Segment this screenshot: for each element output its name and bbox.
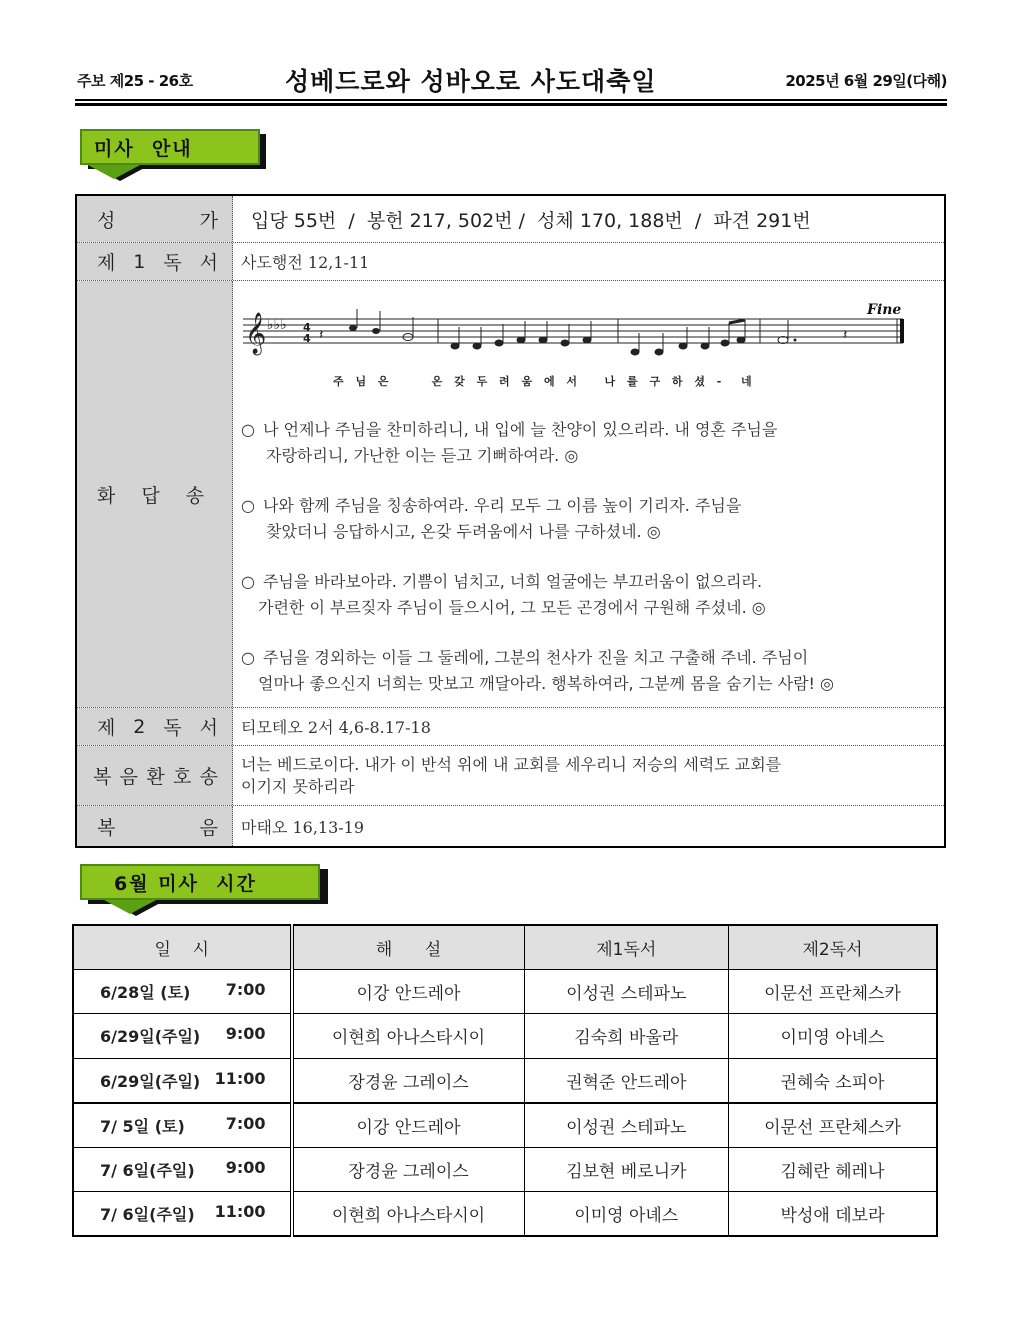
col-datetime: 일 시 <box>73 925 292 969</box>
label-gospel: 복 음 <box>77 806 233 846</box>
score-lyrics: 주 님 은 온 갖 두 려 움 에 서 나 를 구 하 셨 - 네 <box>333 375 756 388</box>
row-gospel <box>77 806 944 846</box>
table-row: 6/28일 (토) 7:00 이강 안드레아 이성권 스테파노 이문선 프란체스카 <box>73 969 937 1014</box>
gospel-acclamation-text: 너는 베드로이다. 내가 이 반석 위에 내 교회를 세우리니 저승의 세력도 교회를 이기지 못하리라 <box>241 754 782 796</box>
mass-guide-banner-label: 미사 안내 <box>94 137 193 160</box>
col-commentary: 해 설 <box>292 925 525 969</box>
table-header-row <box>73 925 937 969</box>
svg-text:♭♭♭: ♭♭♭ <box>267 317 287 333</box>
header-divider-thick <box>75 103 947 106</box>
svg-text:Fine: Fine <box>867 302 902 318</box>
second-reading-ref: 티모테오 2서 4,6-8.17-18 <box>241 718 431 737</box>
label-hymns: 성 가 <box>77 196 233 242</box>
table-row: 7/ 6일(주일) 9:00 장경윤 그레이스 김보현 베로니카 김혜란 헤레나 <box>73 1147 937 1192</box>
label-second-reading: 제 2 독 서 <box>77 708 233 745</box>
schedule-banner-label: 6월 미사 시간 <box>114 872 257 895</box>
hymn-numbers: 입당 55번 / 봉헌 217, 502번 / 성체 170, 188번 / 파견 291번 <box>251 209 811 232</box>
psalm-verse: ○ 나 언제나 주님을 찬미하리니, 내 입에 늘 찬양이 있으리라. 내 영혼 주님을 자랑하리니, 가난한 이는 듣고 기뻐하여라. ◎ <box>241 420 778 465</box>
label-first-reading: 제 1 독 서 <box>77 243 233 280</box>
schedule-banner <box>80 864 330 916</box>
svg-text:4: 4 <box>303 321 311 334</box>
psalm-verses <box>241 417 921 721</box>
psalm-verse: ○ 주님을 바라보아라. 기쁨이 넘치고, 너희 얼굴에는 부끄러움이 없으리라. 가련한 이 부르짖자 주님이 들으시어, 그 모든 곤경에서 구원해 주셨네. ◎ <box>241 572 766 617</box>
arrow-down-icon <box>104 900 156 914</box>
row-responsorial-psalm <box>77 281 944 708</box>
page-title: 성베드로와 성바오로 사도대축일 <box>285 67 657 96</box>
label-responsorial-psalm: 화 답 송 <box>77 281 233 707</box>
issue-number: 주보 제25 - 26호 <box>77 72 193 90</box>
psalm-verse: ○ 주님을 경외하는 이들 그 둘레에, 그분의 천사가 진을 치고 구출해 주네. 주님이 얼마나 좋으신지 너희는 맛보고 깨달아라. 행복하여라, 그분께 몸을 숨기는 사람! ◎ <box>241 648 834 693</box>
row-gospel-acclamation <box>77 746 944 806</box>
table-row: 7/ 6일(주일) 11:00 이현희 아나스타시이 이미영 아녜스 박성애 데보라 <box>73 1192 937 1237</box>
circle-bullet-icon: ○ <box>241 648 255 667</box>
psalm-verse: ○ 나와 함께 주님을 칭송하여라. 우리 모두 그 이름 높이 기리자. 주님을 찾았더니 응답하시고, 온갖 두려움에서 나를 구하셨네. ◎ <box>241 496 742 541</box>
circle-bullet-icon: ○ <box>241 496 255 515</box>
header-divider <box>75 99 947 101</box>
row-first-reading <box>77 243 944 281</box>
circle-bullet-icon: ○ <box>241 420 255 439</box>
bulletin-date: 2025년 6월 29일(다해) <box>785 72 947 90</box>
row-hymns <box>77 196 944 243</box>
psalm-content <box>233 281 944 707</box>
col-first-reader: 제1독서 <box>524 925 728 969</box>
bulletin-header <box>75 62 947 102</box>
mass-schedule-table <box>72 924 938 1237</box>
mass-info-table <box>75 194 946 848</box>
circle-bullet-icon: ○ <box>241 572 255 591</box>
svg-text:𝄞: 𝄞 <box>245 313 267 354</box>
table-row: 6/29일(주일) 11:00 장경윤 그레이스 권혁준 안드레아 권혜숙 소피아 <box>73 1058 937 1103</box>
mass-guide-banner <box>80 129 270 181</box>
svg-text:𝄽: 𝄽 <box>319 327 324 343</box>
arrow-down-icon <box>88 165 140 179</box>
table-row: 7/ 5일 (토) 7:00 이강 안드레아 이성권 스테파노 이문선 프란체스카 <box>73 1103 937 1148</box>
svg-text:𝄽: 𝄽 <box>843 327 848 343</box>
first-reading-ref: 사도행전 12,1-11 <box>241 253 370 272</box>
gospel-ref: 마태오 16,13-19 <box>241 817 365 837</box>
col-second-reader: 제2독서 <box>729 925 938 969</box>
label-gospel-acclamation: 복 음 환 호 송 <box>77 746 233 805</box>
svg-text:4: 4 <box>303 332 311 345</box>
table-row: 6/29일(주일) 9:00 이현희 아나스타시이 김숙희 바울라 이미영 아녜스 <box>73 1014 937 1059</box>
